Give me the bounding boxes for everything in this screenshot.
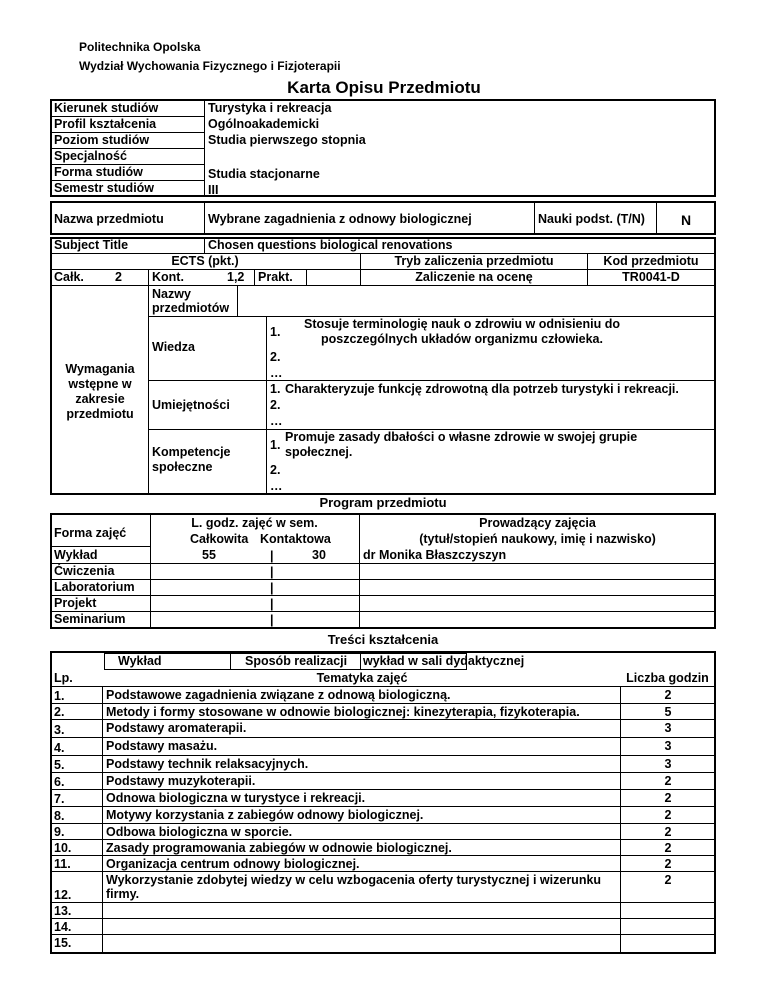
skills-dots: … xyxy=(270,414,283,428)
ects-contact-value: 1,2 xyxy=(227,270,245,284)
content-row-lp: 4. xyxy=(54,741,65,755)
content-row-hours: 3 xyxy=(664,757,672,771)
program-row-form: Ćwiczenia xyxy=(54,564,115,578)
page-title: Karta Opisu Przedmiotu xyxy=(287,78,481,97)
social-1-text: Promuje zasady dbałości o własne zdrowie w swojej grupie społecznej. xyxy=(285,430,638,459)
content-lp-header: Lp. xyxy=(54,671,73,685)
study-value-kierunek: Turystyka i rekreacja xyxy=(208,101,332,115)
ects-label: ECTS (pkt.) xyxy=(171,254,239,268)
content-row-hours: 2 xyxy=(664,825,672,839)
skills-label: Umiejętności xyxy=(152,398,230,412)
content-row-topic: Zasady programowania zabiegów w odnowie biologicznej. xyxy=(106,841,452,855)
basic-sciences-value: N xyxy=(680,212,692,228)
skills-2-number: 2. xyxy=(270,398,281,412)
content-row-lp: 7. xyxy=(54,792,65,806)
university-name: Politechnika Opolska xyxy=(79,40,201,54)
ects-total-label: Całk. xyxy=(54,270,84,284)
content-row-divider xyxy=(52,737,714,738)
content-row-topic: Odbowa biologiczna w sporcie. xyxy=(106,825,293,839)
skills-1-text: Charakteryzuje funkcję zdrowotną dla potrzeb turystyki i rekreacji. xyxy=(285,382,679,396)
content-row-lp: 6. xyxy=(54,775,65,789)
content-form: Wykład xyxy=(118,654,162,668)
subject-name-label: Nazwa przedmiotu xyxy=(54,212,164,226)
content-row-divider xyxy=(52,902,714,903)
content-row-topic: Podstawy technik relaksacyjnych. xyxy=(106,757,309,771)
content-row-topic: Podstawy aromaterapii. xyxy=(106,721,247,735)
program-row-form: Wykład xyxy=(54,548,98,562)
program-row-sep: | xyxy=(270,613,274,627)
assessment-mode-value: Zaliczenie na ocenę xyxy=(415,270,533,284)
content-row-hours: 2 xyxy=(664,774,672,788)
subject-code-label: Kod przedmiotu xyxy=(603,254,699,268)
content-row-divider xyxy=(52,806,714,807)
content-row-hours: 5 xyxy=(664,705,672,719)
content-row-divider xyxy=(52,823,714,824)
program-row-sep: | xyxy=(270,549,274,563)
study-value-profil: Ogólnoakademicki xyxy=(208,117,320,131)
social-2-number: 2. xyxy=(270,463,281,477)
study-label-poziom: Poziom studiów xyxy=(54,133,150,147)
content-row-hours: 2 xyxy=(664,873,672,887)
content-row-divider xyxy=(52,918,714,919)
program-hours-header: L. godz. zajęć w sem. xyxy=(191,516,318,530)
social-1-number: 1. xyxy=(270,438,281,452)
study-label-specjalnosc: Specjalność xyxy=(54,149,127,163)
knowledge-1-text: Stosuje terminologię nauk o zdrowiu w odnisieniu do poszczególnych układów organizmu człowieka. xyxy=(304,317,620,346)
program-row-total: 55 xyxy=(202,548,216,562)
program-row-form: Laboratorium xyxy=(54,580,135,594)
content-row-topic: Podstawy muzykoterapii. xyxy=(106,774,256,788)
program-row-sep: | xyxy=(270,565,274,579)
program-row-sep: | xyxy=(270,597,274,611)
content-row-divider xyxy=(52,855,714,856)
content-topic-header: Tematyka zajęć xyxy=(316,671,408,685)
program-row-contact: 30 xyxy=(312,548,326,562)
content-row-divider xyxy=(52,703,714,704)
basic-sciences-label: Nauki podst. (T/N) xyxy=(538,212,645,226)
content-row-topic: Podstawowe zagadnienia związane z odnową biologiczną. xyxy=(106,688,451,702)
content-hours-header: Liczba godzin xyxy=(626,671,709,685)
content-row-topic: Metody i formy stosowane w odnowie biologicznej: kinezyterapia, fizykoterapia. xyxy=(106,705,580,719)
content-row-hours: 2 xyxy=(664,841,672,855)
knowledge-dots: … xyxy=(270,366,283,380)
content-row-hours: 3 xyxy=(664,721,672,735)
faculty-name: Wydział Wychowania Fizycznego i Fizjoterapii xyxy=(79,59,341,73)
content-row-divider xyxy=(52,871,714,872)
content-row-topic: Motywy korzystania z zabiegów odnowy biologicznej. xyxy=(106,808,424,822)
content-row-divider xyxy=(52,789,714,790)
content-method-value: wykład w sali dydaktycznej xyxy=(363,654,525,668)
content-row-lp: 15. xyxy=(54,936,72,950)
study-value-poziom: Studia pierwszego stopnia xyxy=(208,133,366,147)
social-competences-label: Kompetencje społeczne xyxy=(152,445,231,474)
content-row-topic: Podstawy masażu. xyxy=(106,739,218,753)
content-row-hours: 2 xyxy=(664,808,672,822)
content-method-label: Sposób realizacji xyxy=(245,654,348,668)
knowledge-2-number: 2. xyxy=(270,350,281,364)
study-value-forma: Studia stacjonarne xyxy=(208,167,320,181)
ects-practical-label: Prakt. xyxy=(258,270,293,284)
content-row-hours: 3 xyxy=(664,739,672,753)
content-row-topic: Organizacja centrum odnowy biologicznej. xyxy=(106,857,360,871)
program-lecturer-header: Prowadzący zajęcia xyxy=(479,516,596,530)
content-row-hours: 2 xyxy=(664,857,672,871)
program-row-lecturer: dr Monika Błaszczyszyn xyxy=(363,548,507,562)
content-row-lp: 12. xyxy=(54,888,72,902)
content-row-lp: 13. xyxy=(54,904,72,918)
study-label-profil: Profil kształcenia xyxy=(54,117,157,131)
content-row-topic: Wykorzystanie zdobytej wiedzy w celu wzbogacenia oferty turystycznej i wizerunku firmy. xyxy=(106,873,602,901)
content-row-topic: Odnowa biologiczna w turystyce i rekreacji. xyxy=(106,791,366,805)
knowledge-1-number: 1. xyxy=(270,325,281,339)
study-label-kierunek: Kierunek studiów xyxy=(54,101,159,115)
subject-code-value: TR0041-D xyxy=(622,270,680,284)
program-row-form: Projekt xyxy=(54,596,97,610)
content-row-divider xyxy=(52,772,714,773)
program-contact-header: Kontaktowa xyxy=(260,532,331,546)
program-total-header: Całkowita xyxy=(190,532,249,546)
content-row-lp: 11. xyxy=(54,857,71,871)
content-row-divider xyxy=(52,839,714,840)
content-row-lp: 9. xyxy=(54,825,65,839)
subject-name-value: Wybrane zagadnienia z odnowy biologicznej xyxy=(208,212,472,226)
assessment-mode-label: Tryb zaliczenia przedmiotu xyxy=(394,254,554,268)
content-row-divider xyxy=(52,719,714,720)
study-value-semestr: III xyxy=(208,183,219,197)
content-row-lp: 8. xyxy=(54,809,65,823)
program-form-header: Forma zajęć xyxy=(54,526,127,540)
content-row-lp: 10. xyxy=(54,841,72,855)
content-row-lp: 2. xyxy=(54,705,65,719)
program-row-sep: | xyxy=(270,581,274,595)
content-row-divider xyxy=(52,934,714,935)
content-row-lp: 3. xyxy=(54,723,65,737)
skills-1-number: 1. xyxy=(270,382,281,396)
ects-contact-label: Kont. xyxy=(152,270,184,284)
prerequisites-label: Wymagania wstępne w zakresie przedmiotu xyxy=(65,362,135,421)
study-label-semestr: Semestr studiów xyxy=(54,181,155,195)
content-row-lp: 5. xyxy=(54,758,65,772)
study-label-forma: Forma studiów xyxy=(54,165,143,179)
ects-total-value: 2 xyxy=(115,270,122,284)
program-row-form: Seminarium xyxy=(54,612,126,626)
content-row-lp: 14. xyxy=(54,920,72,934)
prior-subjects-label: Nazwy przedmiotów xyxy=(152,287,230,315)
subject-title-label: Subject Title xyxy=(54,238,129,252)
subject-title-value: Chosen questions biological renovations xyxy=(208,238,453,252)
content-row-divider xyxy=(52,755,714,756)
program-lecturer-subheader: (tytuł/stopień naukowy, imię i nazwisko) xyxy=(419,532,656,546)
content-row-hours: 2 xyxy=(664,688,672,702)
content-title: Treści kształcenia xyxy=(327,632,439,647)
content-row-lp: 1. xyxy=(54,689,65,703)
program-title: Program przedmiotu xyxy=(319,495,447,510)
knowledge-label: Wiedza xyxy=(152,340,195,354)
content-row-hours: 2 xyxy=(664,791,672,805)
social-dots: … xyxy=(270,479,283,493)
